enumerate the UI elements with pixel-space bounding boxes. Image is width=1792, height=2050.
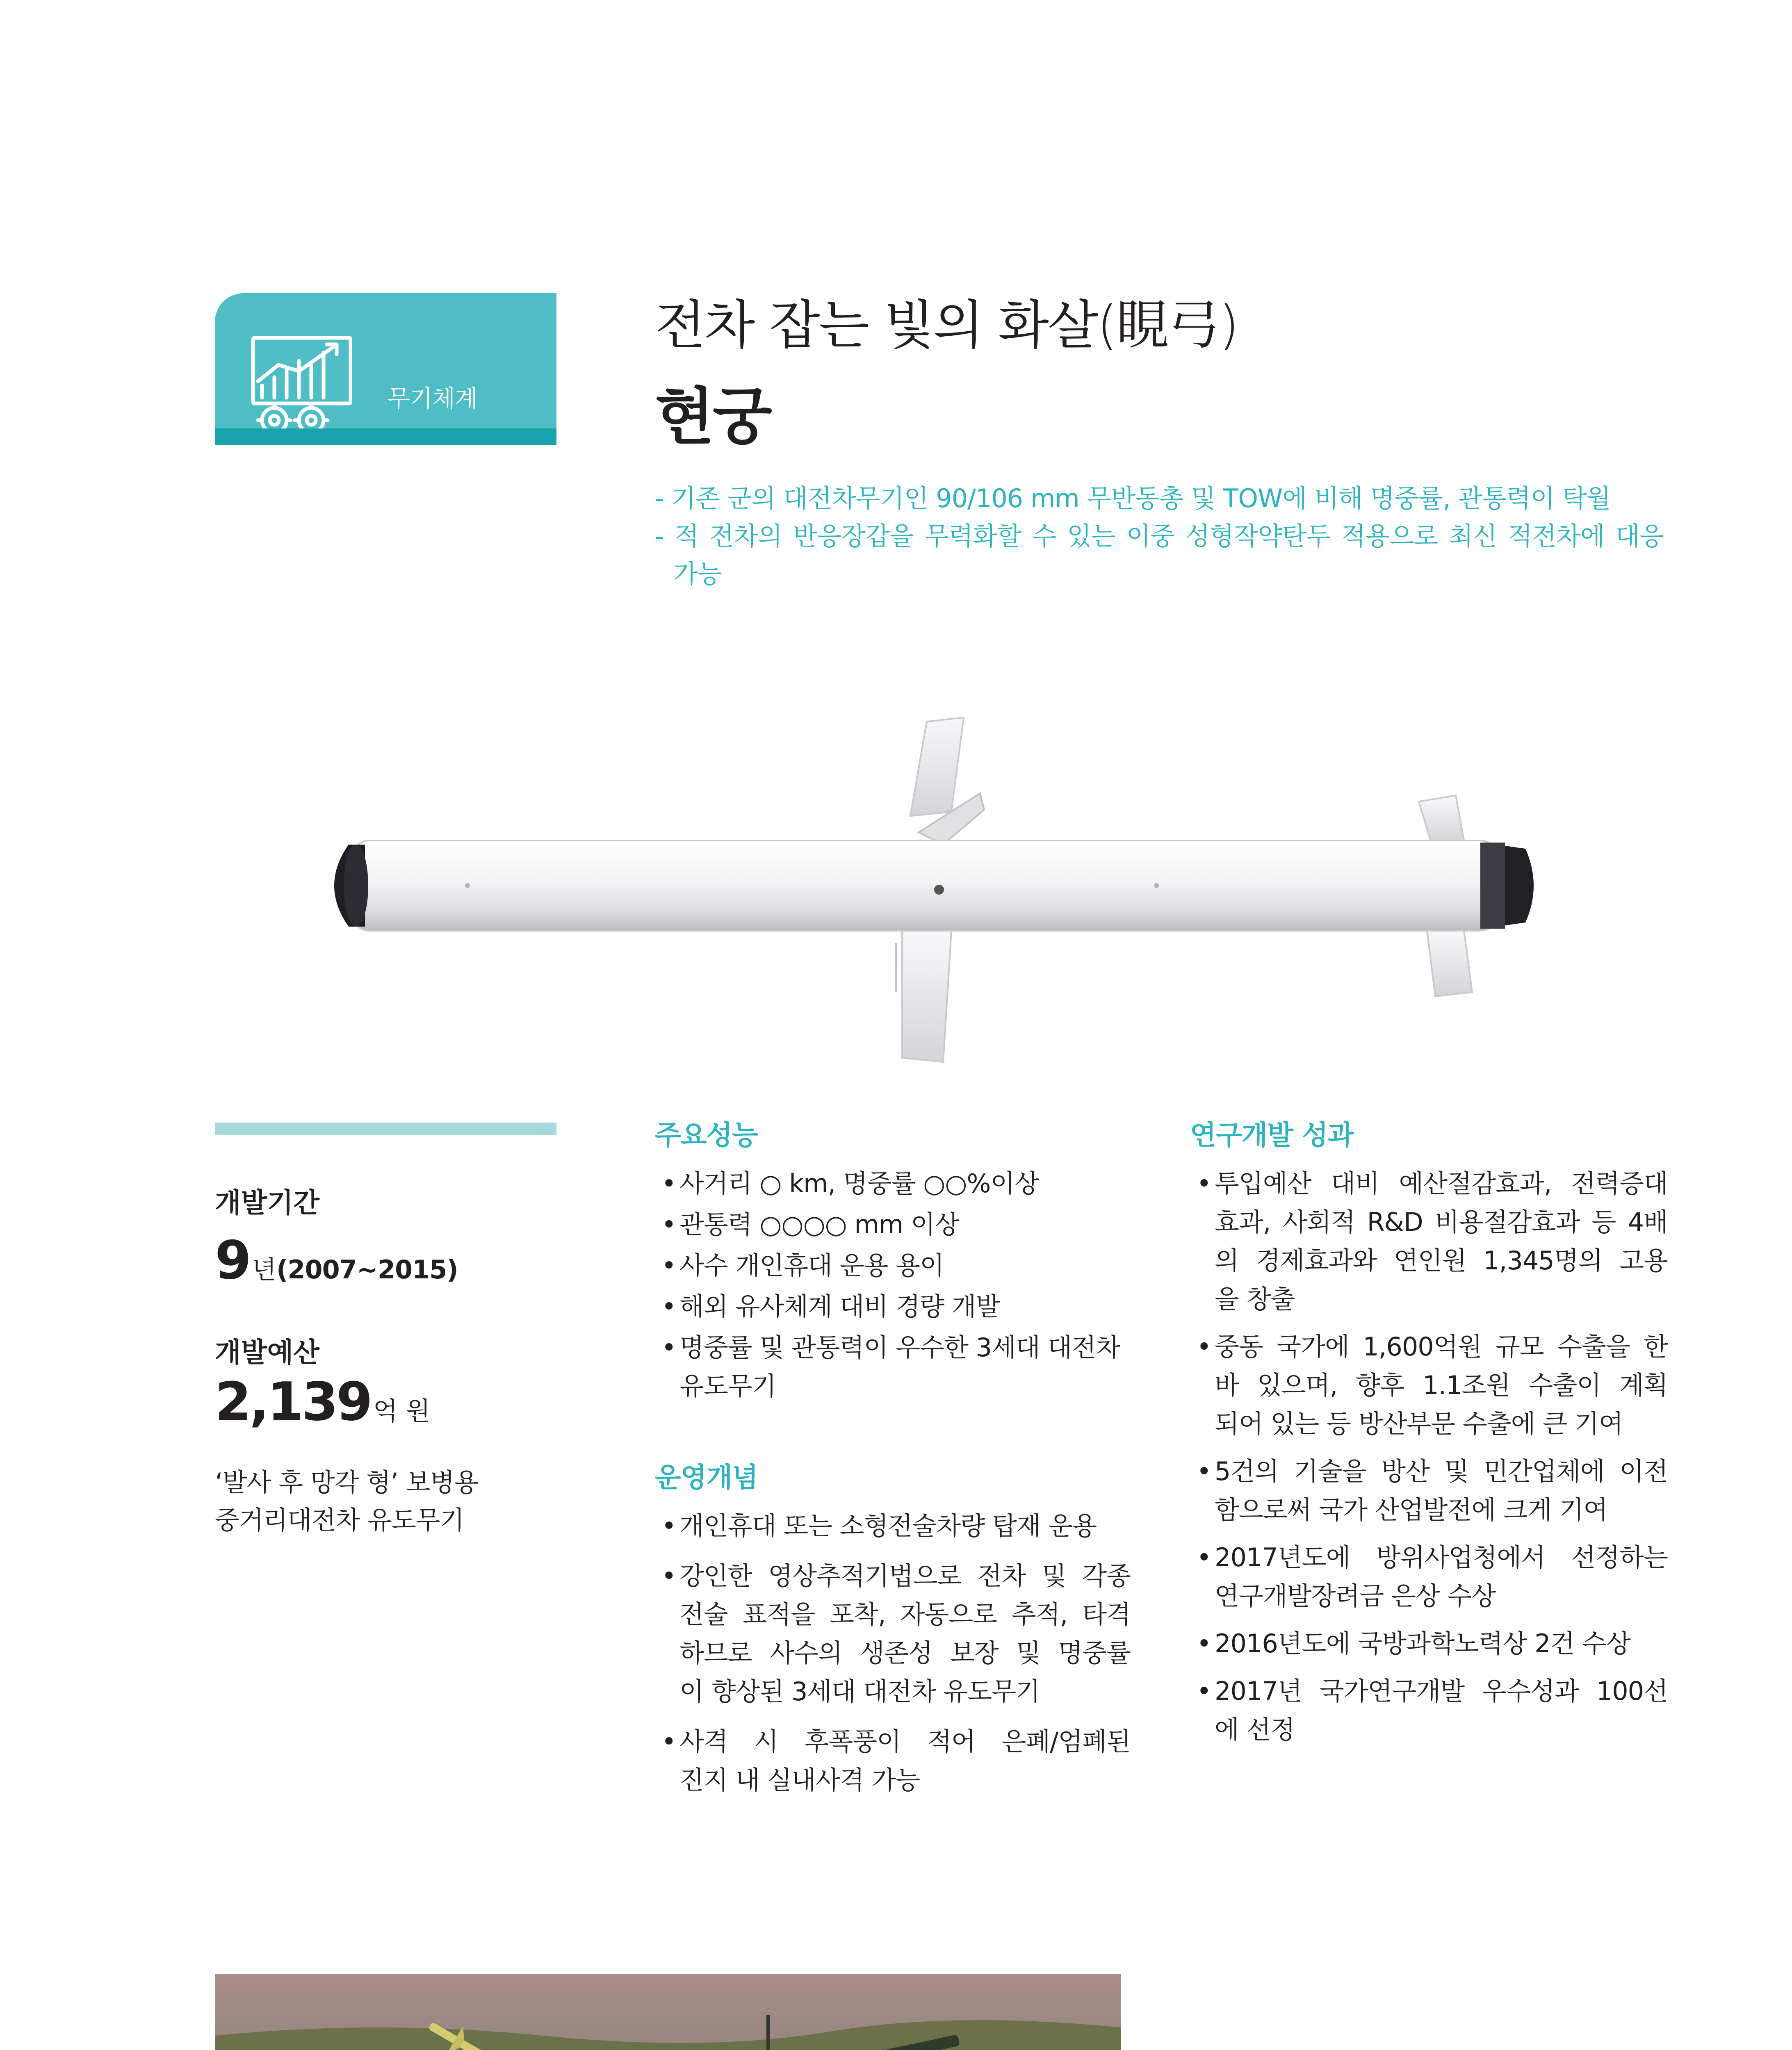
dev-budget-label: 개발예산 xyxy=(215,1337,320,1368)
category-badge xyxy=(215,293,556,445)
dev-budget-value: 2,139 xyxy=(215,1371,371,1433)
operation-list xyxy=(655,1507,1131,1802)
list-item: • 사수 개인휴대 운용 용이 xyxy=(655,1246,1131,1285)
dev-period-range: (2007~2015) xyxy=(276,1255,458,1285)
chart-gear-icon xyxy=(246,336,352,437)
list-item: • 2017년도에 방위사업청에서 선정하는 연구개발장려금 은상 수상 xyxy=(1190,1538,1668,1615)
list-item: • 사거리 ○ km, 명중률 ○○%이상 xyxy=(655,1164,1131,1203)
summary-line-1: ‘발사 후 망각 형’ 보병용 xyxy=(215,1467,479,1497)
intro-line-2: - 적 전차의 반응장갑을 무력화할 수 있는 이중 성형작약탄두 적용으로 최신 적전차에 대응 xyxy=(655,521,1664,551)
list-item: • 5건의 기술을 방산 및 민간업체에 이전 함으로써 국가 산업발전에 크게 기여 xyxy=(1190,1452,1668,1529)
category-label: 무기체계 xyxy=(387,385,478,412)
rnd-title: 연구개발 성과 xyxy=(1190,1119,1354,1151)
intro-line-1: - 기존 군의 대전차무기인 90/106 mm 무반동총 및 TOW에 비해 명중률, 관통력이 탁월 xyxy=(655,483,1611,513)
dev-period xyxy=(215,1230,458,1291)
dev-budget-unit: 억 원 xyxy=(373,1396,431,1426)
performance-list xyxy=(655,1164,1131,1408)
list-item: • 투입예산 대비 예산절감효과, 전력증대 효과, 사회적 R&D 비용절감효과 등 4배 의 경제효과와 연인원 1,345명의 고용 을 창출 xyxy=(1190,1164,1668,1319)
list-item: • 해외 유사체계 대비 경량 개발 xyxy=(655,1287,1131,1326)
intro-line-2-cont: 가능 xyxy=(673,559,722,589)
list-item: • 2017년 국가연구개발 우수성과 100선 에 선정 xyxy=(1190,1672,1668,1749)
list-item: • 개인휴대 또는 소형전술차량 탑재 운용 xyxy=(655,1507,1131,1545)
page-subtitle: 전차 잡는 빛의 화살(睍弓) xyxy=(655,295,1238,356)
dev-period-label: 개발기간 xyxy=(215,1187,320,1219)
missile-photo xyxy=(312,709,1575,1070)
rnd-list xyxy=(1190,1164,1668,1752)
intro-text xyxy=(655,480,1664,593)
section-divider xyxy=(215,1123,556,1135)
list-item: • 중동 국가에 1,600억원 규모 수출을 한 바 있으며, 향후 1.1조원 수출이 계획 되어 있는 등 방산부문 수출에 큰 기여 xyxy=(1190,1328,1668,1443)
list-item: • 관통력 ○○○○ mm 이상 xyxy=(655,1205,1131,1244)
dev-period-value: 9 xyxy=(215,1230,250,1291)
summary-line-2: 중거리대전차 유도무기 xyxy=(215,1505,464,1535)
performance-title: 주요성능 xyxy=(655,1119,758,1151)
list-item: • 명중률 및 관통력이 우수한 3세대 대전차 유도무기 xyxy=(655,1328,1131,1405)
operation-title: 운영개념 xyxy=(655,1462,758,1493)
page-title: 현궁 xyxy=(655,381,771,453)
dev-budget xyxy=(215,1371,430,1433)
tank-firing-photo xyxy=(215,1974,1121,2050)
list-item: • 2016년도에 국방과학노력상 2건 수상 xyxy=(1190,1624,1668,1663)
badge-stripe xyxy=(215,428,556,445)
dev-period-unit: 년 xyxy=(252,1255,276,1285)
weapon-summary xyxy=(215,1464,559,1539)
list-item: • 강인한 영상추적기법으로 전차 및 각종 전술 표적을 포착, 자동으로 추적, 타격 하므로 사수의 생존성 보장 및 명중률 이 향상된 3세대 대전차 유도무기 xyxy=(655,1557,1131,1711)
list-item: • 사격 시 후폭풍이 적어 은폐/엄폐된 진지 내 실내사격 가능 xyxy=(655,1722,1131,1799)
